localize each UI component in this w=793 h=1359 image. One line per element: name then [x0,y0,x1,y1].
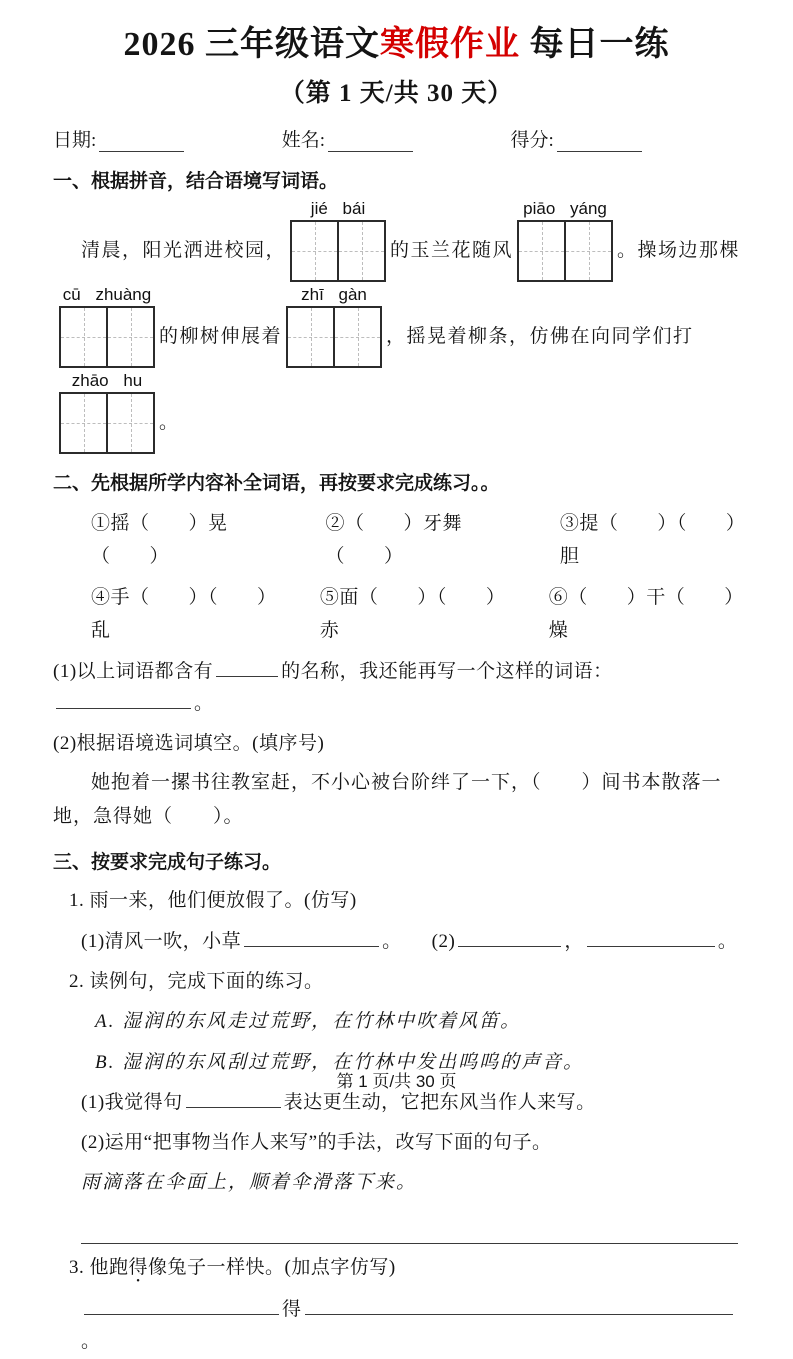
fill-blank [305,1295,733,1315]
section1-row3 [53,371,740,454]
answer-period: 。 [81,1331,101,1353]
section2-word-row2 [91,581,740,648]
page-number: 第 1 页/共 30 页 [336,1072,457,1091]
date-label: 日期: [53,129,97,151]
grid-cell [292,222,337,280]
section1-row1 [53,199,741,282]
section3-item1-q1 [81,926,740,958]
question-text: 。 [382,930,402,952]
example-sentence-a: A. 湿润的东风走过荒野，在竹林中吹着风笛。 [95,1011,522,1033]
grid-cell [337,222,384,280]
section2-q1 [53,656,740,721]
grid-cell [61,308,106,366]
pinyin-label: jié bái [310,199,366,218]
question-text: (2) [431,930,456,952]
pinyin-writing-box [290,199,386,282]
section3-item3 [69,1252,740,1284]
word-item: ⑤面（ ）（ ）赤 [319,587,496,642]
sentence-text: 。 [159,411,180,433]
grid-cell [333,308,380,366]
word-item: ③提（ ）（ ）胆 [559,512,736,567]
fill-blank [587,927,715,947]
section3-item2-q2: (2)运用“把事物当作人来写”的手法，改写下面的句子。 [81,1132,552,1154]
pinyin-writing-box [517,199,613,282]
writing-grid [286,306,382,368]
sentence-text: ，摇晃着柳条，仿佛在向同学们打 [386,325,694,347]
fill-blank [56,689,191,709]
question-text: 。 [194,692,214,714]
name-label: 姓名: [281,129,326,151]
pinyin-label: zhāo hu [71,371,143,390]
grid-cell [61,394,106,452]
name-field [282,125,511,152]
question-text: 像兔子一样快。(加点字仿写) [148,1256,396,1278]
page-title [53,24,740,67]
date-blank [99,132,184,152]
sentence-text: 的柳树伸展着 [159,325,283,347]
section2-word-row1 [91,507,740,574]
date-field [53,125,282,152]
question-text: (1)我觉得句 [81,1091,183,1113]
section3-heading: 三、按要求完成句子练习。 [53,851,282,873]
pinyin-writing-box [59,371,155,454]
question-text: (1)清风一吹，小草 [81,930,242,952]
question-text: (1)以上词语都含有 [53,660,214,682]
sentence-text: 。操场边那棵 [617,239,741,261]
writing-grid [290,220,386,282]
word-item: ①摇（ ）晃（ ） [91,512,228,567]
section1-heading: 一、根据拼音，结合语境写词语。 [53,170,339,192]
fill-blank [216,657,278,677]
pinyin-writing-box [59,285,155,368]
grid-cell [519,222,564,280]
sentence-text: 清晨，阳光洒进校园， [81,239,287,261]
page-subtitle: （第 1 天/共 30 天） [279,79,514,107]
pinyin-writing-box [286,285,382,368]
grid-cell [106,394,153,452]
answer-connector: 得 [282,1299,302,1321]
score-label: 得分: [510,129,554,151]
writing-grid [517,220,613,282]
section2-q2: (2)根据语境选词填空。(填序号) [53,733,325,755]
section3-item3-answer [81,1294,740,1359]
writing-grid [59,392,155,454]
info-row [53,125,740,152]
fill-blank [244,927,379,947]
section3-item2: 2. 读例句，完成下面的练习。 [69,970,324,992]
sentence-text: 的玉兰花随风 [390,239,514,261]
question-text: ， [564,930,584,952]
word-item: ④手（ ）（ ）乱 [91,587,268,642]
fill-blank [458,927,561,947]
section1-row2 [53,285,740,368]
question-text: 。 [717,930,738,952]
answer-line-blank [81,1222,738,1244]
grid-cell [288,308,333,366]
question-text: 的名称，我还能再写一个这样的词语： [281,660,613,682]
word-item: ⑥（ ）干（ ）燥 [548,587,735,642]
title-highlight: 寒假作业 [380,26,520,63]
title-prefix: 2026 三年级语文 [123,26,380,63]
score-blank [557,132,642,152]
question-text: 3. 他跑 [69,1256,129,1278]
grid-cell [564,222,611,280]
pinyin-label: cū zhuàng [62,285,152,304]
word-item: ②（ ）牙舞（ ） [325,512,462,567]
grid-cell [106,308,153,366]
pinyin-label: piāo yáng [523,199,607,218]
title-suffix: 每日一练 [520,26,670,63]
writing-grid [59,306,155,368]
example-sentence-b: B. 湿润的东风刮过荒野，在竹林中发出呜呜的声音。 [95,1051,585,1073]
name-blank [328,132,413,152]
rewrite-source-sentence: 雨滴落在伞面上，顺着伞滑落下来。 [81,1172,418,1194]
score-field [511,125,740,152]
pinyin-label: zhī gàn [301,285,367,304]
dotted-character: 得 [128,1256,149,1278]
section2-passage: 她抱着一摞书往教室赶，不小心被台阶绊了一下，（ ）间书本散落一地，急得她（ ）。 [53,772,722,827]
section2-heading: 二、先根据所学内容补全词语，再按要求完成练习。。 [53,473,500,494]
fill-blank [84,1295,279,1315]
question-text: 表达更生动，它把东风当作人来写。 [283,1091,596,1113]
section3-item1: 1. 雨一来，他们便放假了。(仿写) [69,890,357,912]
